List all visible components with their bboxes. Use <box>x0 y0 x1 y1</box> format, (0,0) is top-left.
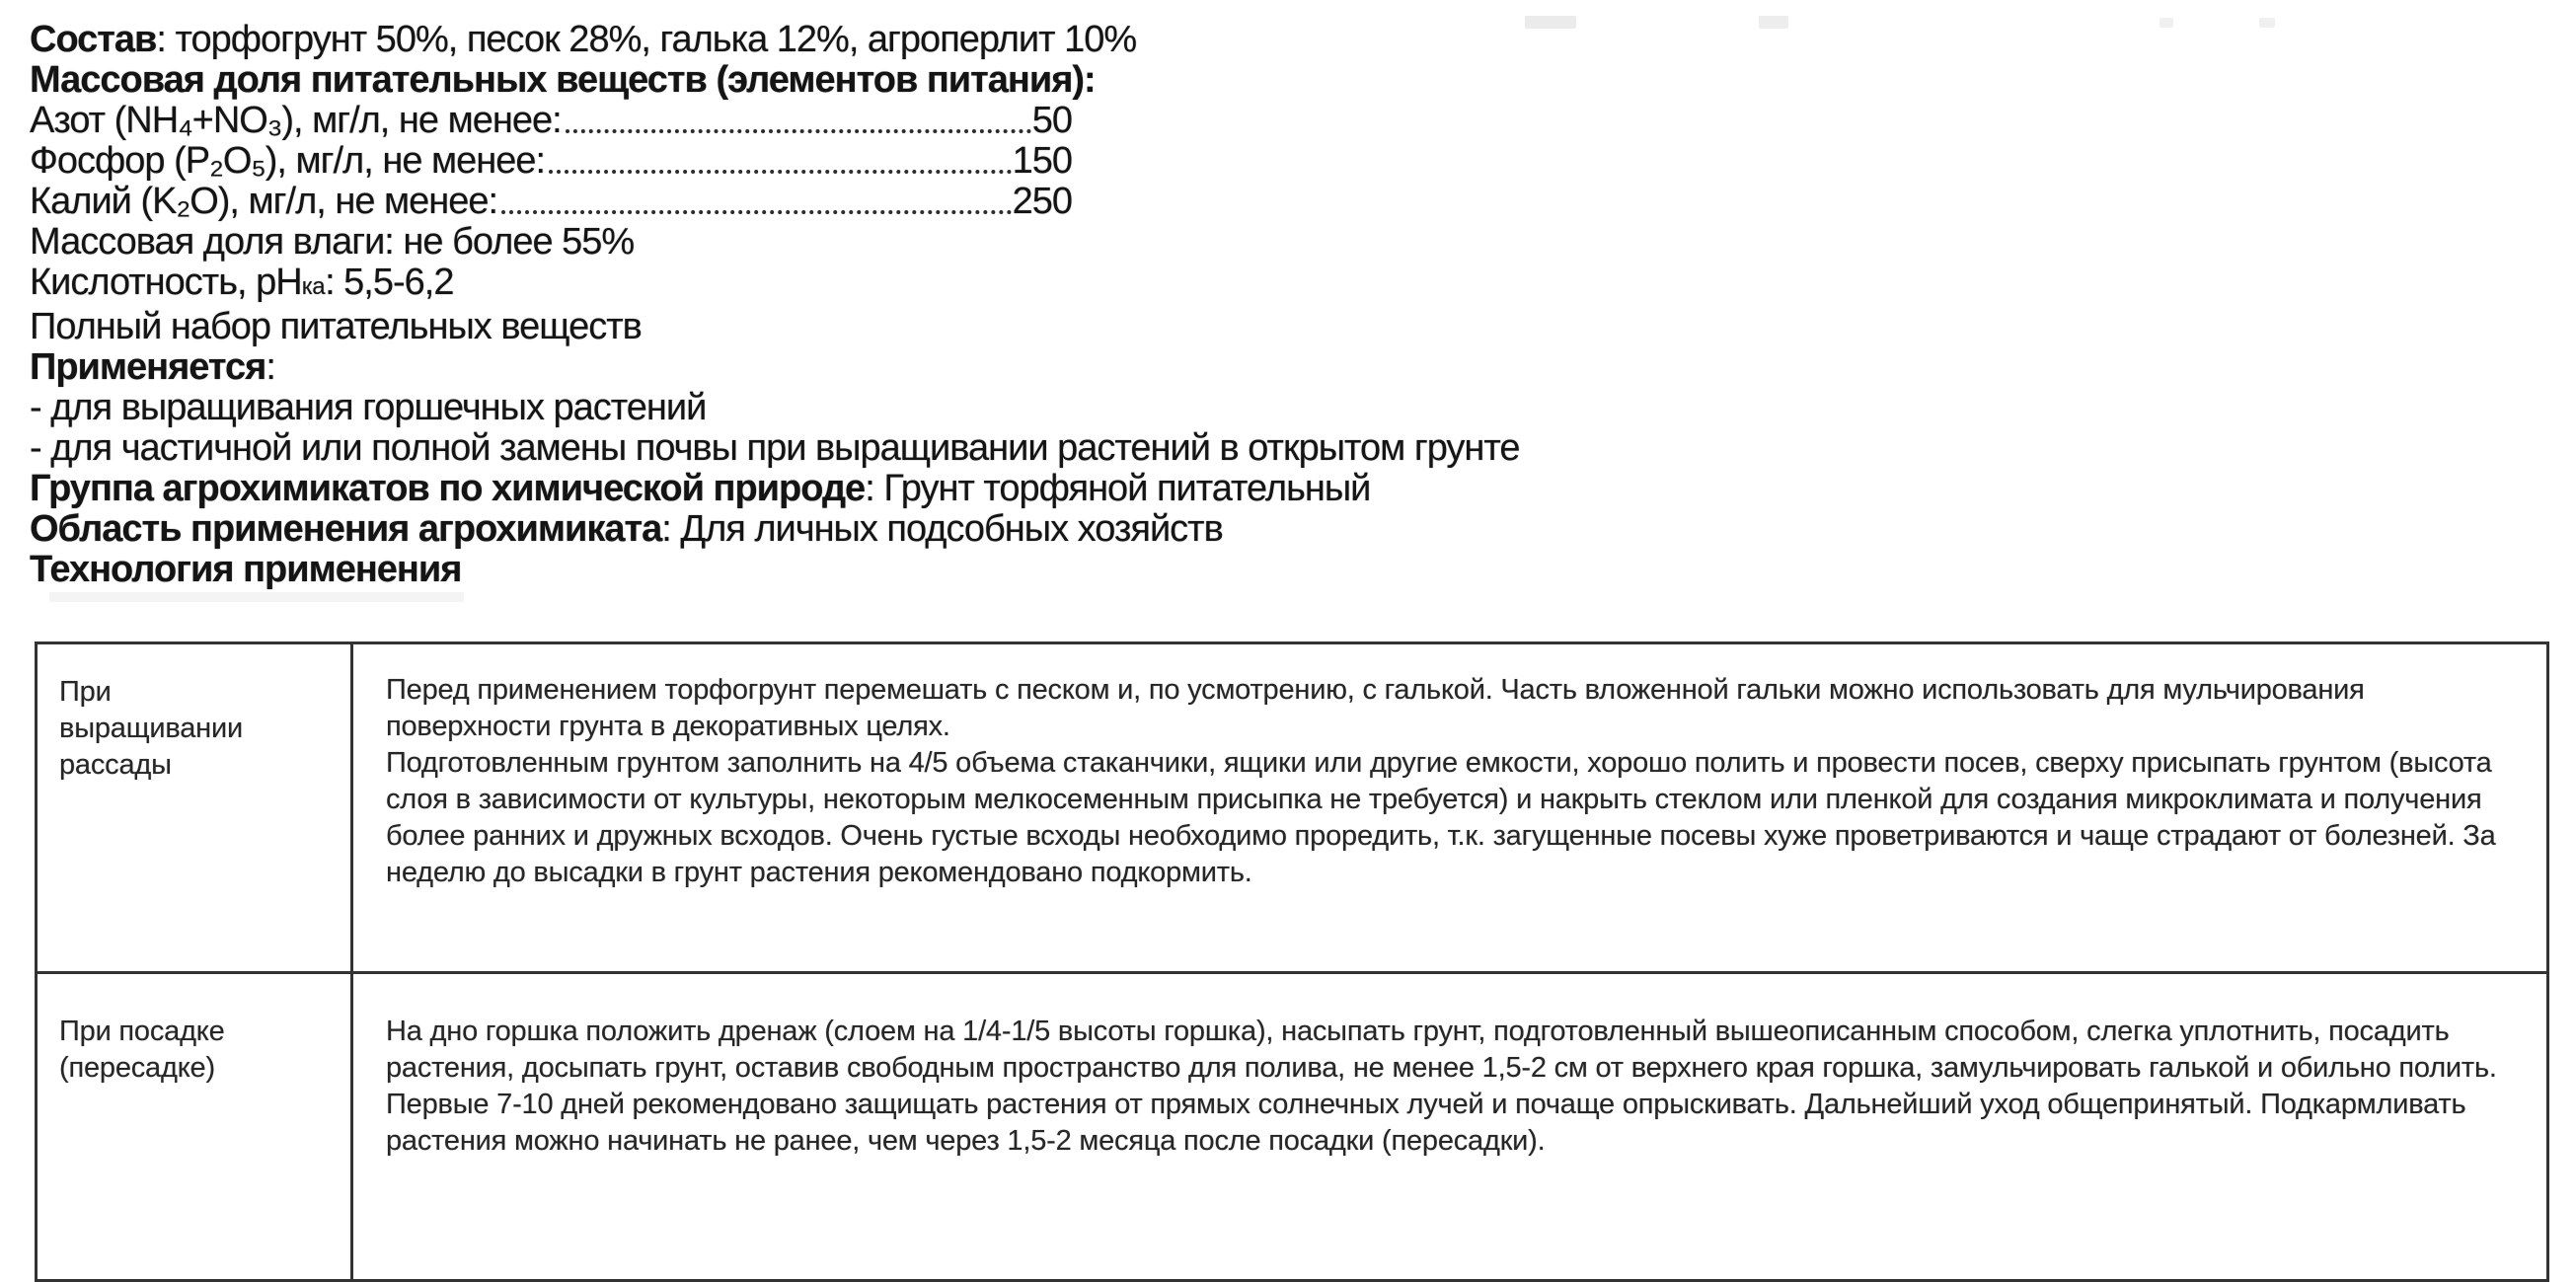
application-area-label: Область применения агрохимиката <box>30 508 662 550</box>
usage-bullet: - для частичной или полной замены почвы при выращивании растений в открытом грунте <box>30 427 1520 469</box>
acidity-value: : 5,5-6,2 <box>325 262 454 303</box>
application-area-value: : Для личных подсобных хозяйств <box>661 508 1223 550</box>
scan-artifact <box>1525 16 1576 29</box>
nutrient-row-potassium <box>30 182 1072 222</box>
composition-value: : торфогрунт 50%, песок 28%, галька 12%, агроперлит 10% <box>156 19 1137 60</box>
row-body-cell <box>352 643 2548 973</box>
row-header-cell <box>37 643 352 973</box>
scan-artifact <box>49 592 464 602</box>
technology-heading: Технология применения <box>30 549 462 590</box>
applies-colon: : <box>265 346 275 388</box>
nutrient-label: Калий (K₂O), мг/л, не менее: <box>30 181 498 222</box>
row-header-line: (пересадке) <box>59 1052 215 1084</box>
application-table <box>35 641 2549 1282</box>
row-header-line: выращивании <box>59 713 243 744</box>
dot-leader <box>566 129 1031 133</box>
applies-heading <box>30 347 2576 388</box>
nutrient-value: 150 <box>1012 140 1072 182</box>
composition-label: Состав <box>30 19 157 60</box>
nutrient-label: Азот (NH₄+NO₃), мг/л, не менее: <box>30 100 562 141</box>
chemical-group-value: : Грунт торфяной питательный <box>865 468 1371 509</box>
application-area-line <box>30 509 2576 550</box>
product-spec-section <box>0 0 2576 590</box>
acidity-subscript: ка <box>301 273 326 300</box>
nutrient-row-nitrogen <box>30 101 1072 141</box>
nutrient-value: 50 <box>1031 100 1072 141</box>
dot-leader <box>501 210 1011 214</box>
instruction-paragraph: Подготовленным грунтом заполнить на 4/5 объема стаканчики, ящики или другие емкости, хорошо полить и провести посев, сверху присыпать грунтом (высота слоя в зависимости от культуры, некоторым мелкосеменным присыпка не требуется) и накрыть стеклом или пленкой для создания микроклимата и получения более ранних и дружных всходов. Очень густые всходы необходимо проредить, т.к. загущенные посевы хуже проветриваются и чаще страдают от болезней. За неделю до высадки в грунт растения рекомендовано подкормить. <box>386 747 2496 888</box>
full-set-line: Полный набор питательных веществ <box>30 306 642 347</box>
chemical-group-line <box>30 469 2576 509</box>
instruction-paragraph: Перед применением торфогрунт перемешать с песком и, по усмотрению, с галькой. Часть вложенной гальки можно использовать для мульчирования поверхности грунта в декоративных целях. <box>386 674 2365 742</box>
composition-line <box>30 20 2576 60</box>
scan-artifact <box>1759 16 1788 29</box>
usage-bullet: - для выращивания горшечных растений <box>30 387 707 428</box>
applies-label: Применяется <box>30 346 266 388</box>
table-row <box>37 973 2548 1281</box>
row-header-line: При посадке <box>59 1016 225 1047</box>
mass-fraction-heading: Массовая доля питательных веществ (элементов питания): <box>30 59 1096 101</box>
chemical-group-label: Группа агрохимикатов по химической природе <box>30 468 866 509</box>
scan-artifact <box>2159 18 2173 28</box>
table-row <box>37 643 2548 973</box>
nutrient-row-phosphorus <box>30 141 1072 182</box>
dot-leader <box>549 170 1012 174</box>
moisture-line: Массовая доля влаги: не более 55% <box>30 221 635 263</box>
scan-artifact <box>2259 18 2275 28</box>
row-body-cell <box>352 973 2548 1281</box>
acidity-prefix: Кислотность, pH <box>30 262 302 303</box>
nutrient-label: Фосфор (P₂O₅), мг/л, не менее: <box>30 140 546 182</box>
row-header-line: При <box>59 676 112 708</box>
nutrient-value: 250 <box>1012 181 1072 222</box>
instruction-paragraph: На дно горшка положить дренаж (слоем на 1/4-1/5 высоты горшка), насыпать грунт, подготовленный вышеописанным способом, слегка уплотнить, посадить растения, досыпать грунт, оставив свободным пространство для полива, не менее 1,5-2 см от верхнего края горшка, замульчировать галькой и обильно полить. Первые 7-10 дней рекомендовано защищать растения от прямых солнечных лучей и почаще опрыскивать. Дальнейший уход общепринятый. Подкармливать растения можно начинать не ранее, чем через 1,5-2 месяца после посадки (пересадки). <box>386 1016 2497 1157</box>
acidity-line <box>30 263 2576 307</box>
row-header-cell <box>37 973 352 1281</box>
row-header-line: рассады <box>59 749 172 781</box>
